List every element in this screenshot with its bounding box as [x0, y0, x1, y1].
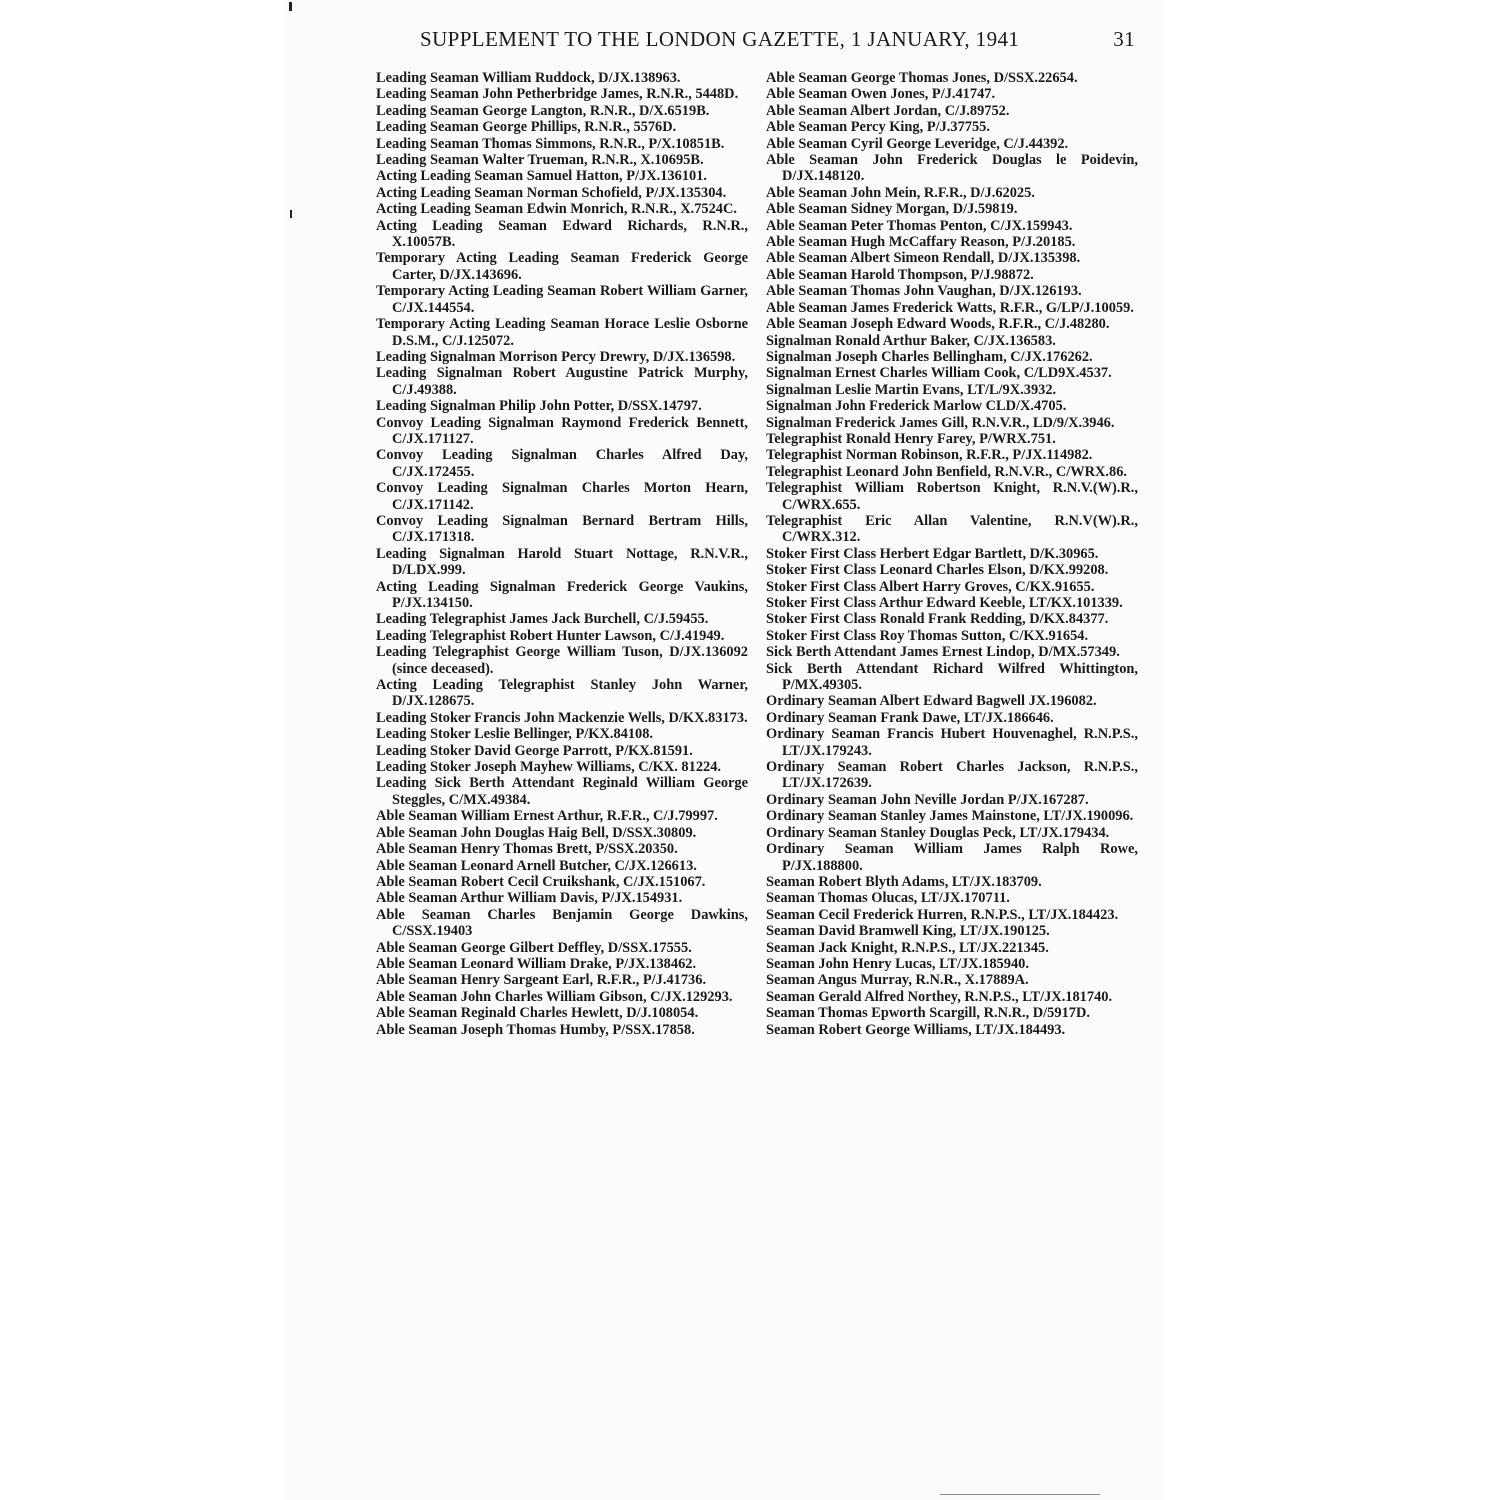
list-item: Able Seaman Leonard William Drake, P/JX.138462.: [376, 955, 697, 972]
list-item: Signalman Frederick James Gill, R.N.V.R., LD/9/X.3946.: [766, 414, 1115, 431]
list-item: Signalman John Frederick Marlow CLD/X.4705.: [766, 398, 1067, 415]
list-item: Leading Telegraphist James Jack Burchell, C/J.59455.: [376, 611, 709, 628]
list-item: Able Seaman Harold Thompson, P/J.98872.: [766, 266, 1034, 283]
list-item: Able Seaman Joseph Edward Woods, R.F.R., C/J.48280.: [766, 316, 1110, 333]
list-item: Leading Telegraphist George William Tuson, D/JX.136092 (since deceased).: [376, 644, 748, 677]
list-item: Stoker First Class Arthur Edward Keeble, LT/KX.101339.: [766, 595, 1123, 611]
list-item: Telegraphist Leonard John Benfield, R.N.V.R., C/WRX.86.: [766, 463, 1128, 480]
list-item: Able Seaman Arthur William Davis, P/JX.154931.: [376, 890, 683, 907]
list-item: Leading Stoker Joseph Mayhew Williams, C/KX. 81224.: [376, 759, 722, 776]
list-item: Seaman Thomas Epworth Scargill, R.N.R., D/5917D.: [766, 1005, 1090, 1022]
list-item: Leading Stoker Leslie Bellinger, P/KX.84108.: [376, 726, 654, 743]
list-item: Leading Stoker David George Parrott, P/KX.81591.: [376, 742, 693, 759]
list-item: Ordinary Seaman Albert Edward Bagwell JX.196082.: [766, 693, 1097, 710]
list-item: Ordinary Seaman Robert Charles Jackson, R.N.P.S., LT/JX.172639.: [766, 759, 1138, 792]
list-item: Able Seaman Charles Benjamin George Dawkins, C/SSX.19403: [376, 906, 748, 940]
page-number: 31: [1113, 27, 1135, 51]
list-item: Leading Seaman George Phillips, R.N.R., 5576D.: [376, 119, 677, 136]
list-item: Able Seaman Leonard Arnell Butcher, C/JX.126613.: [376, 857, 697, 874]
list-item: Acting Leading Telegraphist Stanley John Warner, D/JX.128675.: [376, 677, 748, 710]
list-item: Able Seaman Henry Sargeant Earl, R.F.R., P/J.41736.: [376, 972, 707, 989]
list-item: Acting Leading Seaman Samuel Hatton, P/JX.136101.: [376, 168, 707, 185]
list-item: Signalman Ronald Arthur Baker, C/JX.136583.: [766, 332, 1056, 349]
list-item: Sick Berth Attendant Richard Wilfred Whittington, P/MX.49305.: [766, 660, 1138, 694]
list-item: Able Seaman Sidney Morgan, D/J.59819.: [766, 201, 1018, 218]
list-item: Acting Leading Seaman Norman Schofield, P/JX.135304.: [376, 184, 727, 201]
list-item: Temporary Acting Leading Seaman Horace Leslie Osborne D.S.M., C/J.125072.: [376, 316, 748, 349]
list-item: Able Seaman Percy King, P/J.37755.: [766, 119, 990, 136]
list-item: Acting Leading Signalman Frederick George Vaukins, P/JX.134150.: [376, 578, 748, 611]
list-item: Seaman John Henry Lucas, LT/JX.185940.: [766, 955, 1029, 972]
list-item: Seaman Robert Blyth Adams, LT/JX.183709.: [766, 873, 1042, 890]
list-item: Temporary Acting Leading Seaman Robert William Garner, C/JX.144554.: [376, 283, 748, 316]
list-item: Able Seaman Albert Jordan, C/J.89752.: [766, 102, 1010, 119]
list-item: Seaman Robert George Williams, LT/JX.184493.: [766, 1021, 1066, 1038]
list-item: Signalman Joseph Charles Bellingham, C/JX.176262.: [766, 348, 1093, 365]
list-item: Acting Leading Seaman Edward Richards, R.N.R., X.10057B.: [376, 217, 748, 251]
list-item: Able Seaman Hugh McCaffary Reason, P/J.20185.: [766, 234, 1076, 251]
list-item: Stoker First Class Herbert Edgar Bartlett, D/K.30965.: [766, 545, 1099, 562]
list-item: Stoker First Class Roy Thomas Sutton, C/KX.91654.: [766, 627, 1089, 644]
list-item: Able Seaman Robert Cecil Cruikshank, C/JX.151067.: [376, 873, 706, 890]
list-item: Ordinary Seaman William James Ralph Rowe, P/JX.188800.: [766, 841, 1138, 874]
list-item: Leading Telegraphist Robert Hunter Lawson, C/J.41949.: [376, 627, 725, 644]
list-item: Stoker First Class Leonard Charles Elson, D/KX.99208.: [766, 562, 1109, 579]
list-item: Leading Signalman Robert Augustine Patrick Murphy, C/J.49388.: [376, 365, 748, 398]
list-item: Ordinary Seaman John Neville Jordan P/JX.167287.: [766, 791, 1089, 808]
list-item: Ordinary Seaman Stanley Douglas Peck, LT/JX.179434.: [766, 824, 1110, 841]
margin-mark: [289, 2, 292, 11]
list-item: Able Seaman Reginald Charles Hewlett, D/J.108054.: [376, 1005, 699, 1022]
list-item: Temporary Acting Leading Seaman Frederick George Carter, D/JX.143696.: [376, 250, 748, 283]
list-item: Leading Seaman Walter Trueman, R.N.R., X.10695B.: [376, 152, 704, 169]
list-item: Convoy Leading Signalman Bernard Bertram Hills, C/JX.171318.: [376, 512, 748, 546]
list-item: Ordinary Seaman Francis Hubert Houvenaghel, R.N.P.S., LT/JX.179243.: [766, 726, 1138, 759]
page-header: [420, 27, 1135, 52]
left-column: [376, 70, 748, 1038]
list-item: Seaman Gerald Alfred Northey, R.N.P.S., LT/JX.181740.: [766, 988, 1113, 1005]
list-item: Able Seaman James Frederick Watts, R.F.R., G/LP/J.10059.: [766, 299, 1134, 316]
list-item: Seaman Angus Murray, R.N.R., X.17889A.: [766, 972, 1029, 989]
list-item: Able Seaman Henry Thomas Brett, P/SSX.20350.: [376, 841, 678, 858]
list-item: Able Seaman George Gilbert Deffley, D/SSX.17555.: [376, 939, 692, 956]
list-item: Convoy Leading Signalman Raymond Frederick Bennett, C/JX.171127.: [376, 414, 748, 447]
list-item: Leading Sick Berth Attendant Reginald William George Steggles, C/MX.49384.: [376, 775, 748, 808]
list-item: Stoker First Class Albert Harry Groves, C/KX.91655.: [766, 578, 1095, 595]
list-item: Telegraphist Norman Robinson, R.F.R., P/JX.114982.: [766, 447, 1093, 464]
list-item: Able Seaman Cyril George Leveridge, C/J.44392.: [766, 135, 1069, 152]
list-item: Leading Signalman Philip John Potter, D/SSX.14797.: [376, 398, 702, 415]
list-item: Seaman Thomas Olucas, LT/JX.170711.: [766, 890, 1010, 907]
list-item: Able Seaman John Frederick Douglas le Poidevin, D/JX.148120.: [766, 152, 1138, 185]
list-item: Leading Signalman Harold Stuart Nottage, R.N.V.R., D/LDX.999.: [376, 545, 748, 579]
list-item: Signalman Leslie Martin Evans, LT/L/9X.3932.: [766, 381, 1057, 398]
margin-mark: [290, 210, 292, 218]
list-item: Telegraphist William Robertson Knight, R.N.V.(W).R., C/WRX.655.: [766, 480, 1138, 513]
list-item: Leading Seaman William Ruddock, D/JX.138963.: [376, 70, 681, 86]
page-title: SUPPLEMENT TO THE LONDON GAZETTE, 1 JANUARY, 1941: [420, 27, 1020, 51]
list-item: Able Seaman Owen Jones, P/J.41747.: [766, 86, 996, 103]
list-item: Seaman David Bramwell King, LT/JX.190125.: [766, 923, 1050, 940]
list-item: Acting Leading Seaman Edwin Monrich, R.N.R., X.7524C.: [376, 201, 737, 218]
list-item: Able Seaman John Douglas Haig Bell, D/SSX.30809.: [376, 824, 697, 841]
list-item: Leading Seaman John Petherbridge James, R.N.R., 5448D.: [376, 86, 739, 103]
list-item: Signalman Ernest Charles William Cook, C/LD9X.4537.: [766, 365, 1112, 382]
list-item: Telegraphist Ronald Henry Farey, P/WRX.751.: [766, 430, 1056, 447]
list-item: Able Seaman John Mein, R.F.R., D/J.62025.: [766, 184, 1035, 201]
list-item: Able Seaman Thomas John Vaughan, D/JX.126193.: [766, 283, 1082, 300]
list-item: Able Seaman George Thomas Jones, D/SSX.22654.: [766, 70, 1078, 86]
list-item: Sick Berth Attendant James Ernest Lindop, D/MX.57349.: [766, 644, 1120, 661]
list-item: Ordinary Seaman Frank Dawe, LT/JX.186646.: [766, 709, 1054, 726]
list-item: Able Seaman Albert Simeon Rendall, D/JX.135398.: [766, 250, 1081, 267]
list-item: Convoy Leading Signalman Charles Alfred Day, C/JX.172455.: [376, 447, 748, 480]
list-item: Convoy Leading Signalman Charles Morton Hearn, C/JX.171142.: [376, 480, 748, 513]
list-item: Leading Seaman George Langton, R.N.R., D/X.6519B.: [376, 102, 710, 119]
list-item: Seaman Cecil Frederick Hurren, R.N.P.S., LT/JX.184423.: [766, 906, 1119, 923]
list-item: Able Seaman Joseph Thomas Humby, P/SSX.17858.: [376, 1021, 695, 1038]
footer-rule: [940, 1494, 1100, 1495]
list-item: Telegraphist Eric Allan Valentine, R.N.V(W).R., C/WRX.312.: [766, 512, 1138, 546]
list-item: Leading Stoker Francis John Mackenzie Wells, D/KX.83173.: [376, 709, 748, 726]
list-item: Able Seaman Peter Thomas Penton, C/JX.159943.: [766, 217, 1073, 234]
list-item: Able Seaman John Charles William Gibson, C/JX.129293.: [376, 988, 733, 1005]
list-item: Leading Seaman Thomas Simmons, R.N.R., P/X.10851B.: [376, 135, 725, 152]
list-item: Seaman Jack Knight, R.N.P.S., LT/JX.221345.: [766, 939, 1049, 956]
list-item: Ordinary Seaman Stanley James Mainstone, LT/JX.190096.: [766, 808, 1134, 825]
right-column: [766, 70, 1138, 1038]
list-item: Able Seaman William Ernest Arthur, R.F.R., C/J.79997.: [376, 808, 718, 825]
list-item: Stoker First Class Ronald Frank Redding, D/KX.84377.: [766, 611, 1109, 628]
list-item: Leading Signalman Morrison Percy Drewry, D/JX.136598.: [376, 348, 736, 365]
